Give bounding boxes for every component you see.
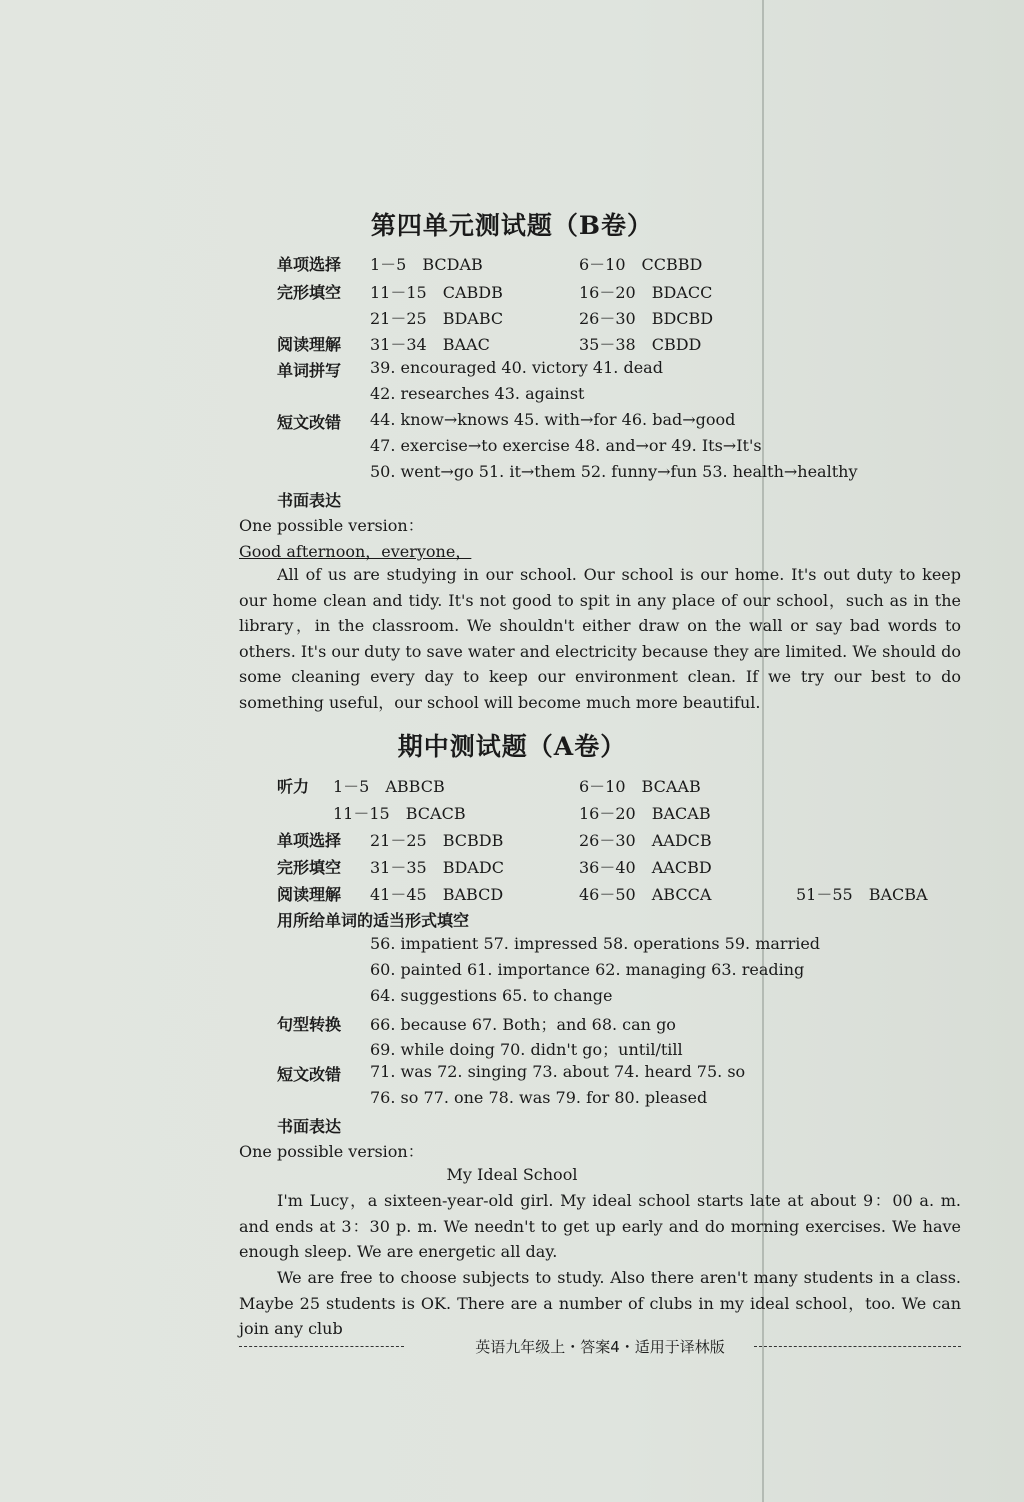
answer-range: 26－30 BDCBD (579, 309, 714, 328)
row-label: 完形填空 (277, 283, 342, 302)
answer-range: 51－55 BACBA (796, 885, 928, 904)
possible-version: One possible version： (239, 516, 424, 535)
correction-answers: 76. so 77. one 78. was 79. for 80. pleased (370, 1088, 708, 1107)
spelling-answers: 42. researches 43. against (370, 384, 585, 403)
midterm-essay-para-1: I'm Lucy，a sixteen-year-old girl. My ideal school starts late at about 9：00 a. m. and ends at 3：30 p. m. We needn't to get up early and do morning exercises. We have enough sleep. We are energetic all day. (239, 1191, 961, 1262)
page-footer (239, 1336, 961, 1358)
wordform-answers: 60. painted 61. importance 62. managing 63. reading (370, 960, 805, 979)
transform-answers: 66. because 67. Both；and 68. can go (370, 1015, 676, 1034)
possible-version: One possible version： (239, 1142, 424, 1161)
unit4-title: 第四单元测试题（B卷） (370, 211, 654, 240)
footer-text: 英语九年级上・答案4・适用于译林版 (475, 1338, 725, 1356)
answer-range: 16－20 BDACC (579, 283, 713, 302)
row-label: 阅读理解 (277, 885, 342, 904)
spelling-answers: 39. encouraged 40. victory 41. dead (370, 358, 663, 377)
row-label: 完形填空 (277, 858, 342, 877)
correction-answers: 47. exercise→to exercise 48. and→or 49. Its→It's (370, 436, 762, 455)
answer-range: 35－38 CBDD (579, 335, 702, 354)
writing-label: 书面表达 (277, 491, 342, 510)
answer-range: 1－5 ABBCB (333, 777, 445, 796)
correction-answers: 71. was 72. singing 73. about 74. heard 75. so (370, 1062, 746, 1081)
row-label: 听力 (277, 777, 310, 796)
spelling-label: 单词拼写 (277, 361, 342, 380)
writing-label: 书面表达 (277, 1117, 342, 1136)
answer-range: 41－45 BABCD (370, 885, 504, 904)
wordform-answers: 56. impatient 57. impressed 58. operations 59. married (370, 934, 821, 953)
essay-greeting: Good afternoon，everyone， (239, 542, 472, 561)
unit4-essay: All of us are studying in our school. Our school is our home. It's out duty to keep our home clean and tidy. It's not good to spit in any place of our school，such as in the library，in the classroom. We shouldn't either draw on the wall or say bad words to others. It's our duty to save water and electricity because they are limited. We should do some cleaning every day to keep our environment clean. If we try our best to do something useful，our school will become much more beautiful. (239, 565, 961, 712)
answer-range: 26－30 AADCB (579, 831, 712, 850)
answer-range: 21－25 BDABC (370, 309, 504, 328)
answer-range: 1－5 BCDAB (370, 255, 483, 274)
correction-answers: 44. know→knows 45. with→for 46. bad→good (370, 410, 736, 429)
answer-range: 31－35 BDADC (370, 858, 504, 877)
answer-range: 6－10 BCAAB (579, 777, 701, 796)
midterm-essay-para-2: We are free to choose subjects to study. Also there aren't many students in a class. Maybe 25 students is OK. There are a number of clubs in my ideal school，too. We can join any club (239, 1268, 961, 1339)
midterm-title: 期中测试题（A卷） (397, 732, 627, 761)
wordform-answers: 64. suggestions 65. to change (370, 986, 613, 1005)
transform-answers: 69. while doing 70. didn't go；until/till (370, 1040, 683, 1059)
answer-range: 16－20 BACAB (579, 804, 711, 823)
answer-range: 21－25 BCBDB (370, 831, 504, 850)
row-label: 单项选择 (277, 831, 342, 850)
footer-divider (754, 1346, 961, 1347)
transform-label: 句型转换 (277, 1015, 342, 1034)
answer-range: 36－40 AACBD (579, 858, 712, 877)
row-label: 单项选择 (277, 255, 342, 274)
answer-range: 11－15 BCACB (333, 804, 466, 823)
answer-range: 11－15 CABDB (370, 283, 503, 302)
correction-label: 短文改错 (277, 1065, 342, 1084)
correction-label: 短文改错 (277, 413, 342, 432)
wordform-label: 用所给单词的适当形式填空 (277, 911, 470, 930)
answer-range: 46－50 ABCCA (579, 885, 712, 904)
row-label: 阅读理解 (277, 335, 342, 354)
answer-range: 31－34 BAAC (370, 335, 490, 354)
essay-title: My Ideal School (446, 1165, 578, 1184)
correction-answers: 50. went→go 51. it→them 52. funny→fun 53. health→healthy (370, 462, 858, 481)
answer-range: 6－10 CCBBD (579, 255, 703, 274)
